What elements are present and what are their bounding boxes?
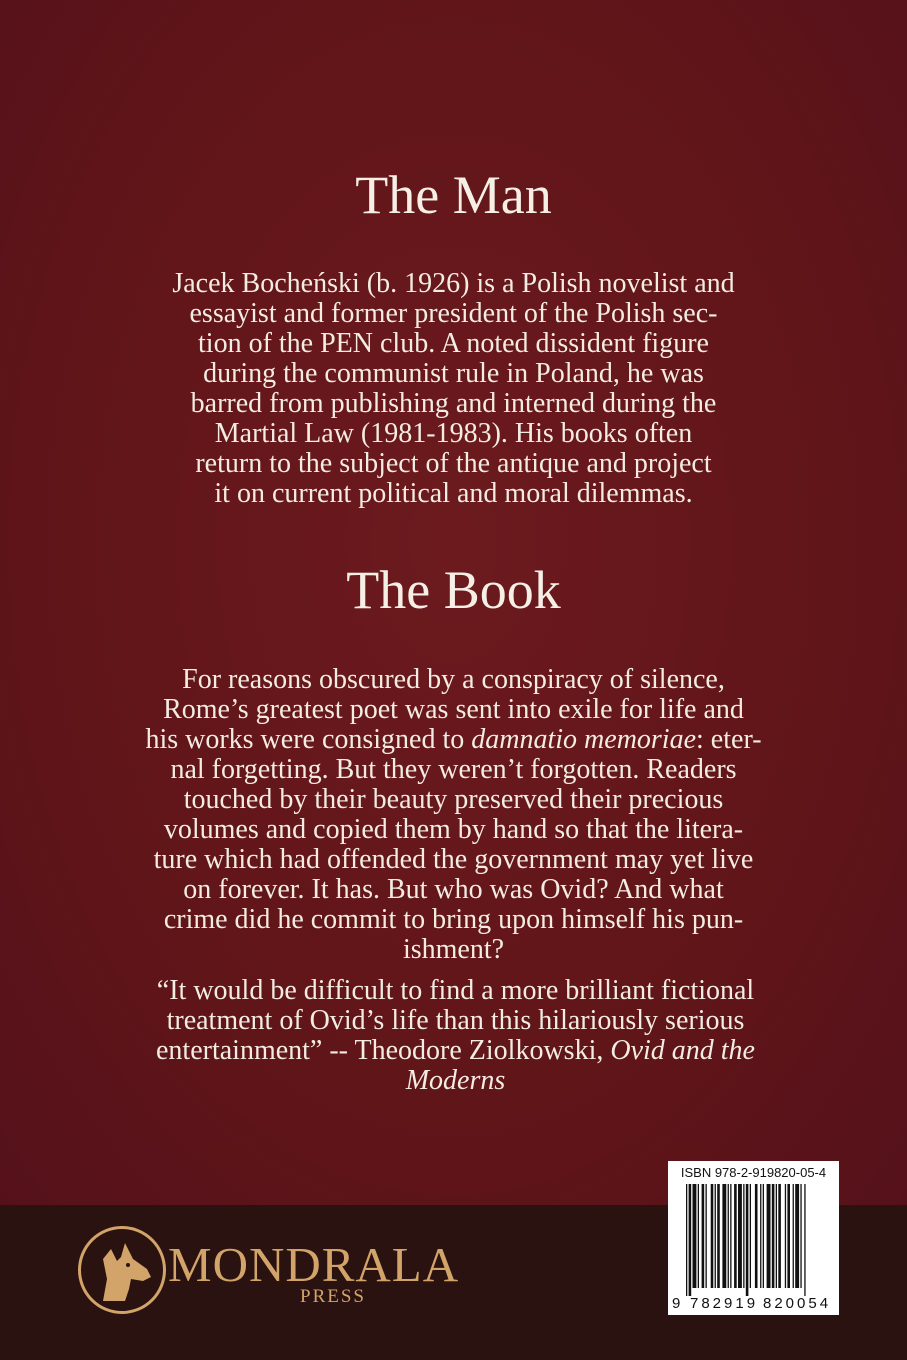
quote-line [88, 1036, 823, 1066]
description-line: Rome’s greatest poet was sent into exile for life and [163, 694, 744, 725]
bio-line: barred from publishing and interned during the [190, 388, 717, 419]
barcode-bar [767, 1184, 771, 1288]
description-line: volumes and copied them by hand so that the litera- [163, 814, 744, 845]
quote-text: entertainment” -- Theodore Ziolkowski, [156, 1035, 611, 1066]
barcode-bar [785, 1184, 786, 1288]
bio-line: tion of the PEN club. A noted dissident figure [198, 328, 709, 359]
barcode-bar [776, 1184, 777, 1288]
barcode-bar [722, 1184, 726, 1288]
barcode-bar [778, 1184, 781, 1288]
barcode-bar [734, 1184, 737, 1288]
bio-line: return to the subject of the antique and project [195, 448, 712, 479]
barcode-digit-lead: 9 [672, 1295, 681, 1312]
barcode-bar [698, 1184, 699, 1288]
barcode-bar [743, 1184, 744, 1288]
dog-head-icon [78, 1226, 166, 1314]
bio-line: it on current political and moral dilemmas. [214, 478, 693, 509]
description-line: on forever. It has. But who was Ovid? And what [183, 874, 724, 905]
barcode-bar [715, 1184, 716, 1288]
barcode-bar [728, 1184, 729, 1288]
isbn-label: ISBN 978-2-919820-05-4 [680, 1165, 827, 1180]
description-text: his works were consigned to [145, 724, 472, 755]
description-line [84, 725, 823, 755]
bio-line: essayist and former president of the Polish sec- [189, 298, 718, 329]
bio-line: during the communist rule in Poland, he was [203, 358, 704, 389]
description-line: For reasons obscured by a conspiracy of silence, [182, 664, 725, 695]
barcode-bar [686, 1184, 687, 1296]
description-line: ture which had offended the government may yet live [153, 844, 754, 875]
barcode-bar [793, 1184, 794, 1288]
barcode-digits-left: 782919 [690, 1295, 759, 1312]
barcode-bar [738, 1184, 742, 1288]
barcode-bar [750, 1184, 751, 1288]
quote-source-title: Moderns [405, 1065, 506, 1096]
barcode-digits-right: 820054 [763, 1295, 832, 1312]
barcode-bar [711, 1184, 714, 1288]
publisher-imprint: PRESS [300, 1286, 366, 1307]
description-line: crime did he commit to bring upon himself his pun- [163, 904, 744, 935]
barcode-bar [795, 1184, 799, 1288]
barcode-bars [674, 1184, 833, 1296]
italic-phrase: damnatio memoriae [471, 724, 697, 755]
barcode-bar [689, 1184, 692, 1296]
quote-line: “It would be difficult to find a more brilliant fictional [156, 975, 755, 1006]
author-bio-paragraph [84, 269, 823, 509]
description-line: nal forgetting. But they weren’t forgotten. Readers [170, 754, 737, 785]
review-quote [88, 976, 823, 1096]
barcode-bar [763, 1184, 764, 1288]
description-line: ishment? [402, 934, 505, 965]
barcode-bar [772, 1184, 775, 1288]
barcode-bar [730, 1184, 731, 1288]
section-heading-the-book: The Book [346, 560, 561, 620]
barcode-bar [755, 1184, 758, 1288]
barcode-bar [693, 1184, 697, 1288]
bio-line: Martial Law (1981-1983). His books often [214, 418, 693, 449]
barcode-bar [717, 1184, 720, 1288]
barcode-bar [804, 1184, 805, 1296]
barcode-bar [706, 1184, 707, 1288]
bio-line: Jacek Bocheński (b. 1926) is a Polish novelist and [172, 268, 735, 299]
quote-line: treatment of Ovid’s life than this hilariously serious [166, 1005, 745, 1036]
barcode-bar [800, 1184, 801, 1288]
barcode-bar [746, 1184, 749, 1296]
isbn-barcode [668, 1161, 839, 1315]
barcode-bar [702, 1184, 705, 1288]
quote-source-title: Ovid and the [610, 1035, 755, 1066]
book-description-paragraph [84, 665, 823, 965]
description-text: : eter- [696, 724, 762, 755]
publisher-name: MONDRALA [168, 1237, 460, 1292]
barcode-bar [787, 1184, 790, 1288]
section-heading-the-man: The Man [355, 165, 552, 225]
barcode-bar [760, 1184, 761, 1288]
description-line: touched by their beauty preserved their precious [183, 784, 724, 815]
